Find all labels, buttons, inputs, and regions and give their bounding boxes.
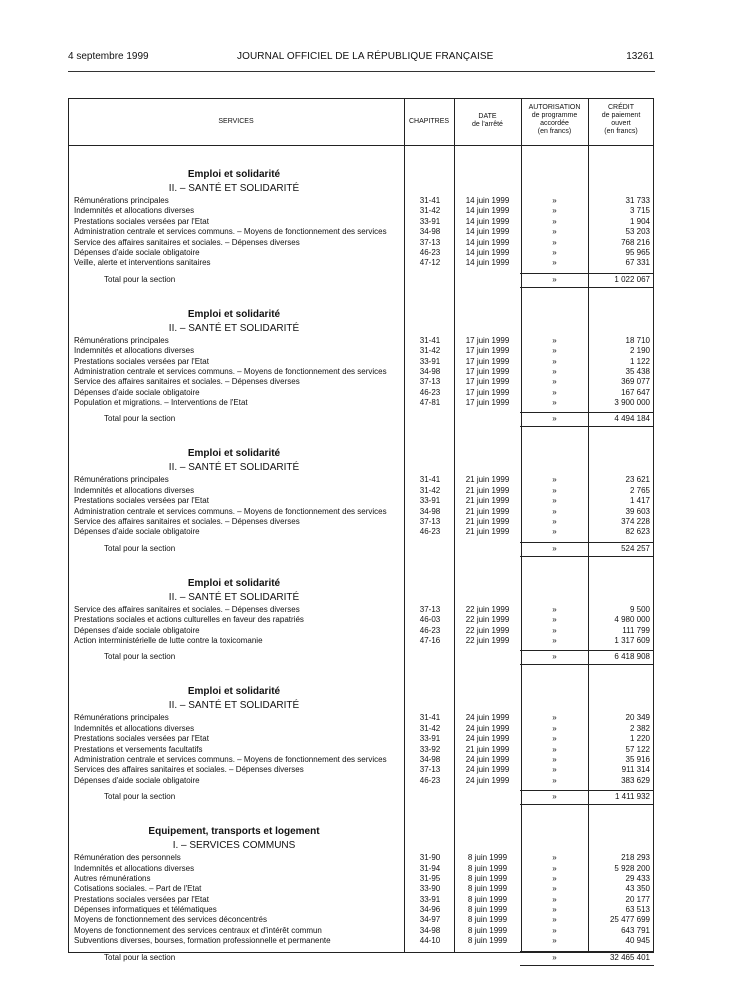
row-autorisation: » (552, 506, 557, 516)
row-autorisation: » (552, 377, 557, 387)
table-row (69, 217, 654, 227)
row-credit: 1 417 (629, 496, 650, 506)
row-credit: 111 799 (622, 625, 650, 635)
row-autorisation: » (552, 196, 557, 205)
table-body (69, 147, 654, 965)
row-autorisation: » (552, 863, 557, 873)
table-row (69, 864, 654, 874)
row-credit: 5 928 200 (614, 863, 650, 873)
header-row-rule (68, 145, 654, 146)
row-autorisation: » (552, 754, 557, 764)
row-label: Prestations sociales versées par l'Etat (74, 734, 404, 744)
row-chapitre: 34-98 (419, 227, 441, 237)
row-autorisation: » (552, 734, 557, 744)
row-chapitre: 47-12 (419, 258, 441, 268)
row-credit: 25 477 699 (609, 915, 650, 925)
section-title: Equipement, transports et logement (148, 826, 320, 838)
section-title: Emploi et solidarité (187, 577, 281, 589)
table-row (69, 636, 654, 646)
table-row (69, 496, 654, 506)
row-label: Moyens de fonctionnement des services déconcentrés (74, 915, 404, 925)
row-chapitre: 44-10 (419, 936, 441, 946)
col-header-autorisation: AUTORISATION de programme accordée (en francs) (528, 104, 581, 135)
row-credit: 218 293 (621, 853, 650, 863)
row-label: Rémunération des personnels (74, 853, 404, 863)
row-label: Dépenses d'aide sociale obligatoire (74, 248, 404, 258)
row-chapitre: 31-42 (419, 485, 441, 495)
total-autorisation: » (552, 652, 557, 662)
row-chapitre: 37-13 (419, 765, 441, 775)
row-label: Prestations sociales versées par l'Etat (74, 217, 404, 227)
row-date: 21 juin 1999 (465, 527, 510, 537)
total-autorisation: » (552, 414, 557, 424)
row-autorisation: » (552, 915, 557, 925)
row-label: Rémunérations principales (74, 196, 404, 206)
table-row (69, 388, 654, 398)
row-date: 22 juin 1999 (465, 625, 510, 635)
section-subtitle: II. – SANTÉ ET SOLIDARITÉ (168, 591, 300, 603)
table-row (69, 357, 654, 367)
row-credit: 768 216 (621, 237, 650, 247)
row-date: 21 juin 1999 (465, 744, 510, 754)
table-row (69, 486, 654, 496)
row-credit: 3 715 (629, 206, 650, 216)
row-credit: 1 122 (629, 356, 650, 366)
row-label: Indemnités et allocations diverses (74, 346, 404, 356)
table-row (69, 765, 654, 775)
section-title: Emploi et solidarité (187, 169, 281, 180)
section-subtitle: II. – SANTÉ ET SOLIDARITÉ (168, 700, 300, 712)
row-chapitre: 31-90 (419, 853, 441, 863)
total-credit: 1 022 067 (614, 274, 650, 284)
total-label: Total pour la section (104, 273, 404, 287)
row-label: Veille, alerte et interventions sanitaires (74, 258, 404, 268)
row-label: Prestations sociales versées par l'Etat (74, 357, 404, 367)
row-chapitre: 33-90 (419, 884, 441, 894)
section-title: Emploi et solidarité (187, 686, 281, 698)
section-spacer (69, 287, 654, 307)
row-chapitre: 33-91 (419, 216, 441, 226)
table-row (69, 755, 654, 765)
table-row (69, 615, 654, 625)
row-chapitre: 31-41 (419, 475, 441, 485)
col-header-credit: CRÉDIT de paiement ouvert (en francs) (601, 104, 641, 135)
row-autorisation: » (552, 247, 557, 257)
section-title: Emploi et solidarité (187, 308, 281, 320)
row-date: 21 juin 1999 (465, 475, 510, 485)
row-date: 22 juin 1999 (465, 635, 510, 645)
row-label: Dépenses d'aide sociale obligatoire (74, 527, 404, 537)
row-date: 8 juin 1999 (467, 925, 508, 935)
row-chapitre: 33-91 (419, 496, 441, 506)
table-row (69, 915, 654, 925)
section-title: Emploi et solidarité (187, 448, 281, 460)
table-row (69, 238, 654, 248)
section-spacer (69, 664, 654, 684)
section-spacer (69, 556, 654, 576)
row-label: Dépenses d'aide sociale obligatoire (74, 626, 404, 636)
row-chapitre: 46-23 (419, 625, 441, 635)
row-date: 21 juin 1999 (465, 517, 510, 527)
section-subtitle: II. – SANTÉ ET SOLIDARITÉ (168, 462, 300, 474)
row-credit: 369 077 (621, 377, 650, 387)
row-credit: 3 900 000 (614, 398, 650, 408)
row-chapitre: 47-81 (419, 398, 441, 408)
row-date: 22 juin 1999 (465, 615, 510, 625)
row-autorisation: » (552, 216, 557, 226)
row-credit: 43 350 (625, 884, 650, 894)
row-credit: 1 317 609 (614, 635, 650, 645)
row-autorisation: » (552, 775, 557, 785)
row-credit: 383 629 (621, 775, 650, 785)
total-credit: 1 411 932 (615, 792, 650, 802)
row-credit: 643 791 (621, 925, 650, 935)
row-credit: 53 203 (625, 227, 650, 237)
row-date: 17 juin 1999 (465, 346, 510, 356)
row-chapitre: 31-41 (419, 196, 441, 205)
row-chapitre: 37-13 (419, 237, 441, 247)
row-autorisation: » (552, 206, 557, 216)
row-autorisation: » (552, 496, 557, 506)
row-autorisation: » (552, 744, 557, 754)
row-label: Action interministérielle de lutte contre la toxicomanie (74, 636, 404, 646)
table-row (69, 196, 654, 206)
row-label: Indemnités et allocations diverses (74, 724, 404, 734)
row-date: 17 juin 1999 (465, 335, 510, 345)
row-label: Prestations sociales versées par l'Etat (74, 895, 404, 905)
row-date: 8 juin 1999 (467, 884, 508, 894)
section-spacer (69, 147, 654, 167)
section-subtitle: II. – SANTÉ ET SOLIDARITÉ (168, 183, 300, 194)
row-chapitre: 34-96 (419, 905, 441, 915)
row-credit: 35 916 (625, 754, 650, 764)
row-date: 24 juin 1999 (465, 713, 510, 723)
table-row (69, 605, 654, 615)
section-total-row (69, 273, 654, 287)
row-chapitre: 31-95 (419, 873, 441, 883)
section-spacer (69, 426, 654, 446)
row-chapitre: 34-98 (419, 925, 441, 935)
row-autorisation: » (552, 227, 557, 237)
row-chapitre: 33-92 (419, 744, 441, 754)
row-autorisation: » (552, 905, 557, 915)
section-total-row (69, 790, 654, 804)
row-date: 14 juin 1999 (465, 258, 510, 268)
row-date: 8 juin 1999 (467, 853, 508, 863)
row-date: 17 juin 1999 (465, 377, 510, 387)
table-row (69, 745, 654, 755)
row-credit: 20 349 (625, 713, 650, 723)
row-chapitre: 31-42 (419, 206, 441, 216)
row-label: Prestations et versements facultatifs (74, 745, 404, 755)
table-row (69, 713, 654, 723)
row-label: Service des affaires sanitaires et sociales. – Dépenses diverses (74, 517, 404, 527)
row-credit: 2 190 (629, 346, 650, 356)
row-date: 24 juin 1999 (465, 734, 510, 744)
row-chapitre: 33-91 (419, 356, 441, 366)
row-chapitre: 34-98 (419, 754, 441, 764)
table-row (69, 853, 654, 863)
table-row (69, 895, 654, 905)
section-total-row (69, 542, 654, 556)
row-date: 8 juin 1999 (467, 905, 508, 915)
table-row (69, 475, 654, 485)
row-label: Administration centrale et services communs. – Moyens de fonctionnement des services (74, 367, 404, 377)
row-autorisation: » (552, 346, 557, 356)
row-label: Moyens de fonctionnement des services centraux et d'intérêt commun (74, 926, 404, 936)
row-chapitre: 31-41 (419, 335, 441, 345)
row-label: Autres rémunérations (74, 874, 404, 884)
row-credit: 2 382 (629, 723, 650, 733)
row-credit: 2 765 (629, 485, 650, 495)
row-autorisation: » (552, 237, 557, 247)
row-chapitre: 46-23 (419, 247, 441, 257)
row-date: 8 juin 1999 (467, 936, 508, 946)
row-date: 8 juin 1999 (467, 894, 508, 904)
row-label: Administration centrale et services communs. – Moyens de fonctionnement des services (74, 755, 404, 765)
row-credit: 374 228 (621, 517, 650, 527)
col-header-date: DATE de l'arrêté (472, 113, 503, 128)
row-autorisation: » (552, 853, 557, 863)
total-credit: 6 418 908 (614, 652, 650, 662)
table-row (69, 507, 654, 517)
table-row (69, 517, 654, 527)
row-chapitre: 34-98 (419, 506, 441, 516)
row-chapitre: 31-42 (419, 346, 441, 356)
row-autorisation: » (552, 398, 557, 408)
row-date: 14 juin 1999 (465, 247, 510, 257)
row-autorisation: » (552, 635, 557, 645)
header-page-number: 13261 (626, 51, 654, 62)
row-chapitre: 46-23 (419, 387, 441, 397)
row-date: 17 juin 1999 (465, 387, 510, 397)
header-date: 4 septembre 1999 (68, 51, 149, 62)
row-chapitre: 31-41 (419, 713, 441, 723)
row-autorisation: » (552, 765, 557, 775)
row-autorisation: » (552, 527, 557, 537)
table-row (69, 724, 654, 734)
row-chapitre: 46-03 (419, 615, 441, 625)
table-row (69, 367, 654, 377)
row-date: 8 juin 1999 (467, 873, 508, 883)
row-label: Indemnités et allocations diverses (74, 206, 404, 216)
row-autorisation: » (552, 387, 557, 397)
row-date: 14 juin 1999 (465, 216, 510, 226)
row-credit: 167 647 (621, 387, 650, 397)
table-row (69, 336, 654, 346)
row-autorisation: » (552, 258, 557, 268)
table-row (69, 346, 654, 356)
row-date: 14 juin 1999 (465, 227, 510, 237)
row-label: Indemnités et allocations diverses (74, 486, 404, 496)
row-autorisation: » (552, 485, 557, 495)
row-credit: 18 710 (625, 335, 650, 345)
table-row (69, 248, 654, 258)
row-label: Dépenses d'aide sociale obligatoire (74, 388, 404, 398)
row-date: 17 juin 1999 (465, 366, 510, 376)
row-date: 21 juin 1999 (465, 485, 510, 495)
row-autorisation: » (552, 894, 557, 904)
section-subtitle: II. – SANTÉ ET SOLIDARITÉ (168, 322, 300, 334)
total-autorisation: » (552, 792, 557, 802)
table-row (69, 206, 654, 216)
section-total-row (69, 650, 654, 664)
row-autorisation: » (552, 884, 557, 894)
table-row (69, 258, 654, 268)
row-chapitre: 31-42 (419, 723, 441, 733)
table-row (69, 377, 654, 387)
col-header-chapitres: CHAPITRES (408, 118, 450, 125)
row-autorisation: » (552, 475, 557, 485)
row-credit: 95 965 (625, 247, 650, 257)
total-label: Total pour la section (104, 951, 404, 965)
table-row (69, 874, 654, 884)
row-autorisation: » (552, 873, 557, 883)
total-credit: 524 257 (621, 543, 650, 553)
row-autorisation: » (552, 366, 557, 376)
row-autorisation: » (552, 925, 557, 935)
row-date: 14 juin 1999 (465, 237, 510, 247)
section-total-row (69, 412, 654, 426)
row-credit: 63 513 (625, 905, 650, 915)
row-chapitre: 33-91 (419, 894, 441, 904)
row-date: 22 juin 1999 (465, 604, 510, 614)
row-label: Rémunérations principales (74, 336, 404, 346)
section-subtitle: I. – SERVICES COMMUNS (172, 840, 296, 852)
row-autorisation: » (552, 517, 557, 527)
row-autorisation: » (552, 723, 557, 733)
row-date: 17 juin 1999 (465, 356, 510, 366)
table-row (69, 527, 654, 537)
row-autorisation: » (552, 936, 557, 946)
row-label: Indemnités et allocations diverses (74, 864, 404, 874)
table-row (69, 905, 654, 915)
table-row (69, 626, 654, 636)
row-chapitre: 37-13 (419, 604, 441, 614)
row-autorisation: » (552, 625, 557, 635)
row-date: 24 juin 1999 (465, 775, 510, 785)
row-label: Dépenses informatiques et télématiques (74, 905, 404, 915)
row-credit: 1 220 (629, 734, 650, 744)
row-credit: 40 945 (625, 936, 650, 946)
row-label: Cotisations sociales. – Part de l'Etat (74, 884, 404, 894)
row-credit: 1 904 (629, 216, 650, 226)
row-label: Rémunérations principales (74, 475, 404, 485)
row-credit: 67 331 (625, 258, 650, 268)
row-label: Dépenses d'aide sociale obligatoire (74, 776, 404, 786)
row-credit: 29 433 (625, 873, 650, 883)
total-credit: 4 494 184 (614, 414, 650, 424)
table-row (69, 884, 654, 894)
row-chapitre: 37-13 (419, 517, 441, 527)
row-date: 17 juin 1999 (465, 398, 510, 408)
row-credit: 9 500 (629, 604, 650, 614)
row-label: Population et migrations. – Interventions de l'Etat (74, 398, 404, 408)
total-autorisation: » (552, 543, 557, 553)
row-date: 8 juin 1999 (467, 863, 508, 873)
total-label: Total pour la section (104, 412, 404, 426)
row-label: Rémunérations principales (74, 713, 404, 723)
table-row (69, 227, 654, 237)
row-label: Administration centrale et services communs. – Moyens de fonctionnement des services (74, 227, 404, 237)
row-autorisation: » (552, 335, 557, 345)
row-date: 14 juin 1999 (465, 206, 510, 216)
row-credit: 82 623 (625, 527, 650, 537)
row-chapitre: 31-94 (419, 863, 441, 873)
table-row (69, 926, 654, 936)
table-row (69, 936, 654, 946)
row-chapitre: 34-97 (419, 915, 441, 925)
table-row (69, 776, 654, 786)
row-credit: 23 621 (625, 475, 650, 485)
total-credit: 32 465 401 (609, 952, 650, 962)
row-date: 21 juin 1999 (465, 496, 510, 506)
table-row (69, 398, 654, 408)
row-chapitre: 46-23 (419, 775, 441, 785)
row-date: 8 juin 1999 (467, 915, 508, 925)
row-credit: 20 177 (625, 894, 650, 904)
row-date: 24 juin 1999 (465, 754, 510, 764)
row-autorisation: » (552, 356, 557, 366)
row-autorisation: » (552, 713, 557, 723)
total-label: Total pour la section (104, 790, 404, 804)
row-label: Service des affaires sanitaires et sociales. – Dépenses diverses (74, 238, 404, 248)
row-date: 24 juin 1999 (465, 723, 510, 733)
table-row (69, 734, 654, 744)
row-date: 14 juin 1999 (465, 196, 510, 205)
row-label: Prestations sociales versées par l'Etat (74, 496, 404, 506)
page-header (0, 51, 731, 65)
col-header-services: SERVICES (218, 118, 254, 125)
header-journal-title: JOURNAL OFFICIEL DE LA RÉPUBLIQUE FRANÇAISE (237, 51, 494, 62)
row-credit: 57 122 (625, 744, 650, 754)
row-label: Service des affaires sanitaires et sociales. – Dépenses diverses (74, 605, 404, 615)
total-autorisation: » (552, 274, 557, 284)
row-credit: 31 733 (625, 196, 650, 205)
row-label: Subventions diverses, bourses, formation professionnelle et permanente (74, 936, 404, 946)
row-chapitre: 33-91 (419, 734, 441, 744)
row-chapitre: 46-23 (419, 527, 441, 537)
row-credit: 39 603 (625, 506, 650, 516)
row-date: 24 juin 1999 (465, 765, 510, 775)
row-credit: 35 438 (625, 366, 650, 376)
row-label: Administration centrale et services communs. – Moyens de fonctionnement des services (74, 507, 404, 517)
row-credit: 911 314 (621, 765, 650, 775)
row-label: Prestations sociales et actions culturelles en faveur des rapatriés (74, 615, 404, 625)
total-label: Total pour la section (104, 650, 404, 664)
total-autorisation: » (552, 952, 557, 962)
row-autorisation: » (552, 615, 557, 625)
row-label: Service des affaires sanitaires et sociales. – Dépenses diverses (74, 377, 404, 387)
row-label: Services des affaires sanitaires et sociales. – Dépenses diverses (74, 765, 404, 775)
row-date: 21 juin 1999 (465, 506, 510, 516)
header-rule (68, 71, 655, 72)
row-chapitre: 37-13 (419, 377, 441, 387)
total-label: Total pour la section (104, 542, 404, 556)
row-credit: 4 980 000 (614, 615, 650, 625)
row-chapitre: 34-98 (419, 366, 441, 376)
section-total-row (69, 951, 654, 965)
row-autorisation: » (552, 604, 557, 614)
row-chapitre: 47-16 (419, 635, 441, 645)
section-spacer (69, 804, 654, 824)
